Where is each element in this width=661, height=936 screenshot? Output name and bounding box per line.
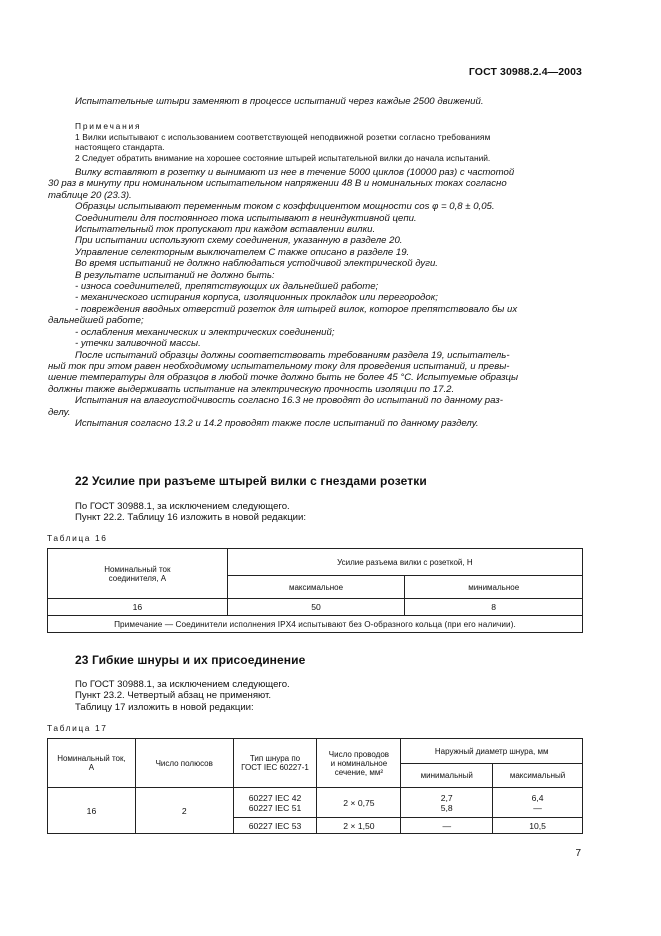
table-17-cell-current: 16 [48, 788, 136, 834]
table-17-header-diameter: Наружный диаметр шнура, мм [401, 739, 583, 764]
table-17-header-conductors: Число проводов и номинальное сечение, мм² [317, 739, 401, 788]
body-line: Испытательный ток пропускают при каждом вставлении вилки. [75, 224, 376, 236]
table-17-cell-min-a: 2,7 5,8 [401, 788, 493, 818]
body-line: делу. [48, 406, 71, 418]
notes-block [75, 121, 583, 163]
body-line: Управление селекторным выключателем C также описано в разделе 19. [75, 246, 410, 258]
table-17-header-min: минимальный [401, 764, 493, 788]
body-list-item: - утечки заливочной массы. [75, 338, 201, 350]
table-17-cell-max-b: 10,5 [493, 818, 583, 834]
document-code-header: ГОСТ 30988.2.4—2003 [468, 66, 582, 78]
table-17-cell-type-b: 60227 IEC 53 [233, 818, 317, 834]
table-row [48, 788, 583, 818]
body-list-item: - механического истирания корпуса, изоляционных прокладок или перегородок; [75, 292, 438, 304]
section-23-heading: 23 Гибкие шнуры и их присоединение [75, 653, 306, 667]
section-23-p2: Пункт 23.2. Четвертый абзац не применяют. [75, 690, 272, 702]
table-17-header-type: Тип шнура по ГОСТ IEC 60227-1 [233, 739, 317, 788]
body-line: шение температуры для образцов в любой точке должно быть не более 45 °С. Испытуемые образцы [48, 372, 519, 384]
table-16-cell-current: 16 [48, 599, 228, 616]
table-16-header-current: Номинальный ток соединителя, А [48, 549, 228, 599]
body-list-item: - износа соединителей, препятствующих их дальнейшей работе; [75, 281, 379, 293]
table-row [48, 599, 583, 616]
table-17-header-poles: Число полюсов [135, 739, 233, 788]
body-line: должны также выдерживать испытание на электрическую прочность изоляции по 17.2. [48, 383, 455, 395]
body-line: Соединители для постоянного тока испытывают в неиндуктивной цепи. [75, 212, 417, 224]
body-line: Во время испытаний не должно наблюдаться устойчивой электрической дуги. [75, 258, 438, 270]
table-16-header-max: максимальное [227, 576, 405, 599]
body-line: Испытания согласно 13.2 и 14.2 проводят также после испытаний по данному разделу. [75, 417, 479, 429]
intro-paragraph: Испытательные штыри заменяют в процессе испытаний через каждые 2500 движений. [75, 96, 484, 107]
note-item-1-line-1: 1 Вилки испытывают с использованием соответствующей неподвижной розетки согласно требованиям [75, 131, 491, 142]
section-22-heading: 22 Усилие при разъеме штырей вилки с гнездами розетки [75, 474, 427, 488]
table-17-cell-conductors-a: 2 × 0,75 [317, 788, 401, 818]
section-23-p1: По ГОСТ 30988.1, за исключением следующего. [75, 679, 290, 690]
body-line: ный ток при этом равен необходимому испытательному току для проведения испытаний, и превы- [48, 360, 510, 372]
section-23-p3: Таблицу 17 изложить в новой редакции: [75, 701, 254, 713]
body-line: Образцы испытывают переменным током с коэффициентом мощности cos φ = 0,8 ± 0,05. [75, 201, 495, 213]
table-17-cell-max-a: 6,4 — [493, 788, 583, 818]
table-17-cell-poles: 2 [135, 788, 233, 834]
table-17-caption: Таблица 17 [47, 723, 108, 733]
body-list-item: - повреждения вводных отверстий розеток для штырей вилок, которое препятствовало бы их [75, 303, 518, 315]
body-line: таблице 20 (23.3). [48, 189, 132, 201]
table-16-cell-min: 8 [405, 599, 583, 616]
table-16-cell-max: 50 [227, 599, 405, 616]
body-list-item: - ослабления механических и электрических соединений; [75, 326, 335, 338]
section-22-p1: По ГОСТ 30988.1, за исключением следующего. [75, 501, 290, 512]
table-17-header-current: Номинальный ток, А [48, 739, 136, 788]
table-17-cell-conductors-b: 2 × 1,50 [317, 818, 401, 834]
page-number: 7 [575, 848, 581, 859]
table-17-cell-min-b: — [401, 818, 493, 834]
section-22-p2: Пункт 22.2. Таблицу 16 изложить в новой редакции: [75, 512, 307, 524]
table-16 [47, 548, 583, 633]
body-line: дальнейшей работе; [48, 315, 144, 327]
notes-title: Примечания [75, 121, 142, 131]
table-16-header-min: минимальное [405, 576, 583, 599]
table-16-header-force: Усилие разъема вилки с розеткой, Н [227, 549, 582, 576]
table-16-note: Примечание — Соединители исполнения IPX4 испытывают без О-образного кольца (при его наличии). [48, 616, 583, 633]
table-17 [47, 738, 583, 834]
table-17-cell-type-a: 60227 IEC 42 60227 IEC 51 [233, 788, 317, 818]
note-item-2: 2 Следует обратить внимание на хорошее состояние штырей испытательной вилки до начала испытаний. [75, 152, 491, 163]
body-line: В результате испытаний не должно быть: [75, 269, 275, 281]
body-line: 30 раз в минуту при номинальном испытательном напряжении 48 В и номинальных токах согласно [48, 178, 507, 190]
table-16-caption: Таблица 16 [47, 533, 108, 543]
note-item-1-line-2: настоящего стандарта. [75, 142, 165, 153]
table-17-header-max: максимальный [493, 764, 583, 788]
body-line: Вилку вставляют в розетку и вынимают из нее в течение 5000 циклов (10000 раз) с частотой [75, 167, 515, 178]
section-23-body [75, 679, 583, 713]
section-22-body [75, 501, 583, 524]
test-procedure-body [48, 167, 583, 429]
body-line: Испытания на влагоустойчивость согласно 16.3 не проводят до испытаний по данному раз- [75, 395, 503, 407]
body-line: После испытаний образцы должны соответствовать требованиям раздела 19, испытатель- [75, 349, 510, 361]
body-line: При испытании используют схему соединения, указанную в разделе 20. [75, 235, 403, 247]
